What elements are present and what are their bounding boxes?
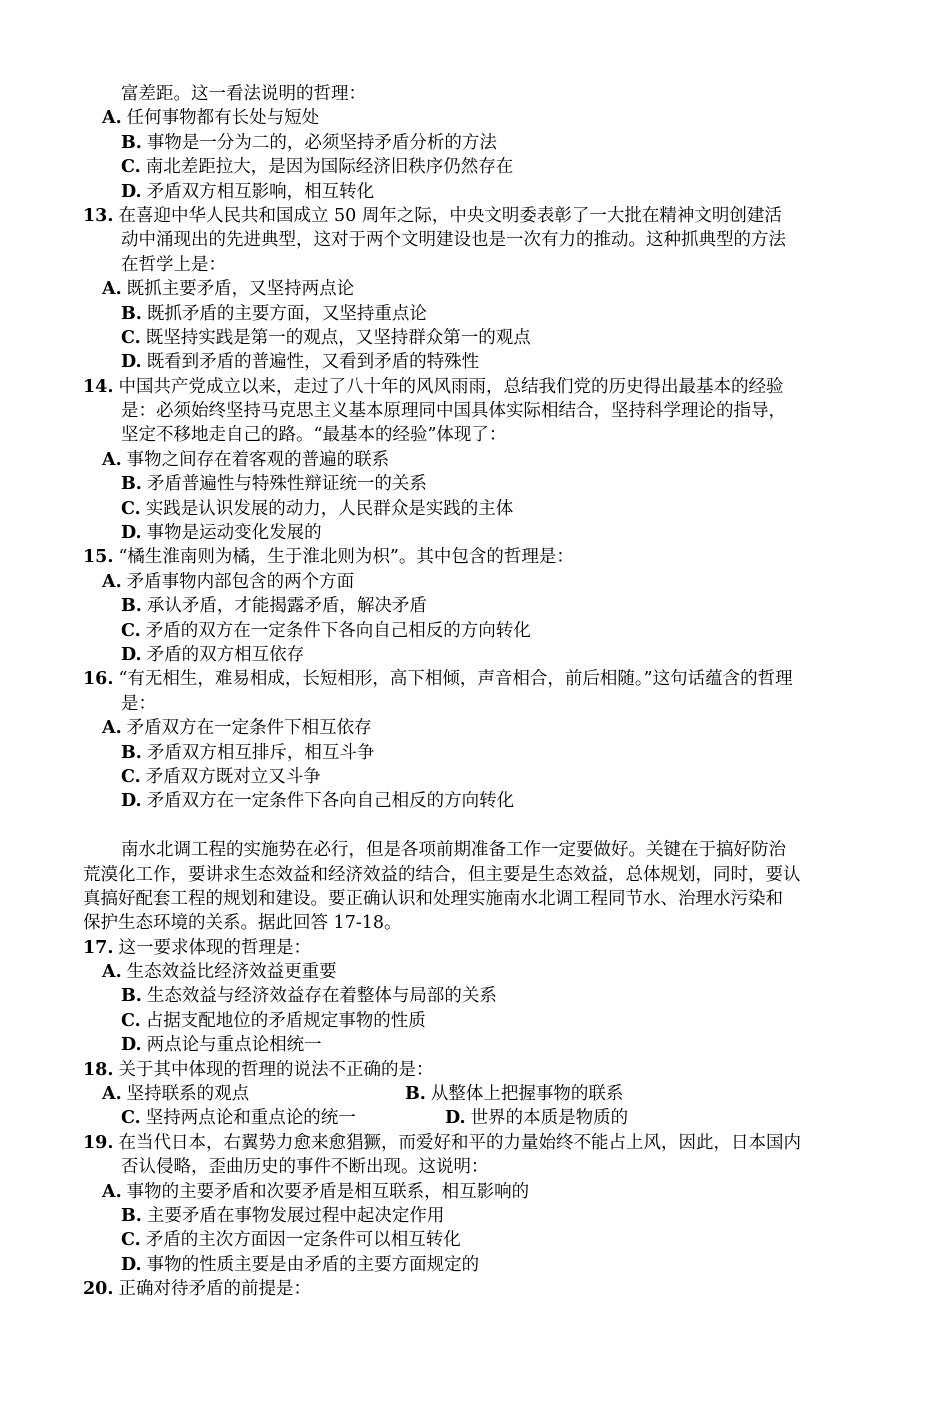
passage-line-3: 真搞好配套工程的规划和建设。要正确认识和处理实施南水北调工程同节水、治理水污染和 [83,888,783,909]
q16-option-a: A. 矛盾双方在一定条件下相互依存 [102,718,372,739]
q13-option-c: C. 既坚持实践是第一的观点，又坚持群众第一的观点 [121,327,531,348]
q17-option-c: C. 占据支配地位的矛盾规定事物的性质 [121,1010,426,1031]
q18-stem-line-1: 18. 关于其中体现的哲理的说法不正确的是： [83,1059,434,1080]
q18-option-a: A. 坚持联系的观点 [102,1084,250,1105]
q16-option-d: D. 矛盾双方在一定条件下各向自己相反的方向转化 [121,791,515,812]
q14-option-d: D. 事物是运动变化发展的 [121,523,322,544]
q16-option-c: C. 矛盾双方既对立又斗争 [121,766,321,787]
q19-option-a: A. 事物的主要矛盾和次要矛盾是相互联系，相互影响的 [102,1181,530,1202]
q12-option-d: D. 矛盾双方相互影响，相互转化 [121,181,375,202]
passage-line-4: 保护生态环境的关系。据此回答 17-18。 [83,913,402,934]
q13-stem-line-3: 在哲学上是： [121,254,226,275]
exam-page [0,82,950,1302]
q14-stem-line-2: 是：必须始终坚持马克思主义基本原理同中国具体实际相结合，坚持科学理论的指导， [121,401,786,422]
q19-stem-line-1: 19. 在当代日本，右翼势力愈来愈猖獗，而爱好和平的力量始终不能占上风，因此，日本国内 [83,1132,801,1153]
q12-stem-tail: 富差距。这一看法说明的哲理： [121,84,366,104]
q12-option-a: A. 任何事物都有长处与短处 [102,108,320,129]
q15-option-b: B. 承认矛盾，才能揭露矛盾，解决矛盾 [121,596,427,617]
passage-line-1: 南水北调工程的实施势在必行，但是各项前期准备工作一定要做好。关键在于搞好防治 [121,840,786,861]
q18-option-b: B. 从整体上把握事物的联系 [405,1084,624,1105]
q15-option-c: C. 矛盾的双方在一定条件下各向自己相反的方向转化 [121,620,531,641]
q17-option-d: D. 两点论与重点论相统一 [121,1035,322,1056]
q17-stem-line-1: 17. 这一要求体现的哲理是： [83,937,311,958]
q15-stem-line-1: 15. “橘生淮南则为橘，生于淮北则为枳”。其中包含的哲理是： [83,547,574,568]
q14-option-c: C. 实践是认识发展的动力，人民群众是实践的主体 [121,498,514,519]
q19-option-b: B. 主要矛盾在事物发展过程中起决定作用 [121,1205,445,1226]
q19-option-c: C. 矛盾的主次方面因一定条件可以相互转化 [121,1230,461,1251]
q12-option-c: C. 南北差距拉大，是因为国际经济旧秩序仍然存在 [121,157,514,178]
q17-option-a: A. 生态效益比经济效益更重要 [102,962,337,983]
q18-option-d: D. 世界的本质是物质的 [445,1108,629,1129]
q12-option-b: B. 事物是一分为二的，必须坚持矛盾分析的方法 [121,132,497,153]
passage-line-2: 荒漠化工作，要讲求生态效益和经济效益的结合，但主要是生态效益，总体规划，同时，要认 [83,864,801,885]
blank-line [0,814,950,838]
q13-option-d: D. 既看到矛盾的普遍性，又看到矛盾的特殊性 [121,352,480,373]
q17-option-b: B. 生态效益与经济效益存在着整体与局部的关系 [121,986,497,1007]
q18-options-row-2 [0,1106,950,1130]
q13-stem-line-2: 动中涌现出的先进典型，这对于两个文明建设也是一次有力的推动。这种抓典型的方法 [121,230,786,251]
q16-option-b: B. 矛盾双方相互排斥，相互斗争 [121,742,375,763]
q13-option-a: A. 既抓主要矛盾，又坚持两点论 [102,279,355,300]
q15-option-d: D. 矛盾的双方相互依存 [121,644,305,665]
q14-option-b: B. 矛盾普遍性与特殊性辩证统一的关系 [121,474,427,495]
q16-stem-line-2: 是： [121,693,156,714]
q18-options-row-1 [0,1082,950,1106]
q14-stem-line-3: 坚定不移地走自己的路。“最基本的经验”体现了： [121,425,507,446]
q13-option-b: B. 既抓矛盾的主要方面，又坚持重点论 [121,303,427,324]
q20-stem-line-1: 20. 正确对待矛盾的前提是： [83,1279,311,1300]
q13-stem-line-1: 13. 在喜迎中华人民共和国成立 50 周年之际，中央文明委表彰了一大批在精神文明创建活 [83,205,782,226]
q18-option-c: C. 坚持两点论和重点论的统一 [121,1108,356,1129]
q16-stem-line-1: 16. “有无相生，难易相成，长短相形，高下相倾，声音相合，前后相随。”这句话蕴含的哲理 [83,669,793,690]
q19-option-d: D. 事物的性质主要是由矛盾的主要方面规定的 [121,1254,480,1275]
q14-stem-line-1: 14. 中国共产党成立以来，走过了八十年的风风雨雨，总结我们党的历史得出最基本的经验 [83,376,784,397]
q19-stem-line-2: 否认侵略，歪曲历史的事件不断出现。这说明： [121,1157,489,1178]
q14-option-a: A. 事物之间存在着客观的普遍的联系 [102,449,390,470]
q15-option-a: A. 矛盾事物内部包含的两个方面 [102,571,355,592]
